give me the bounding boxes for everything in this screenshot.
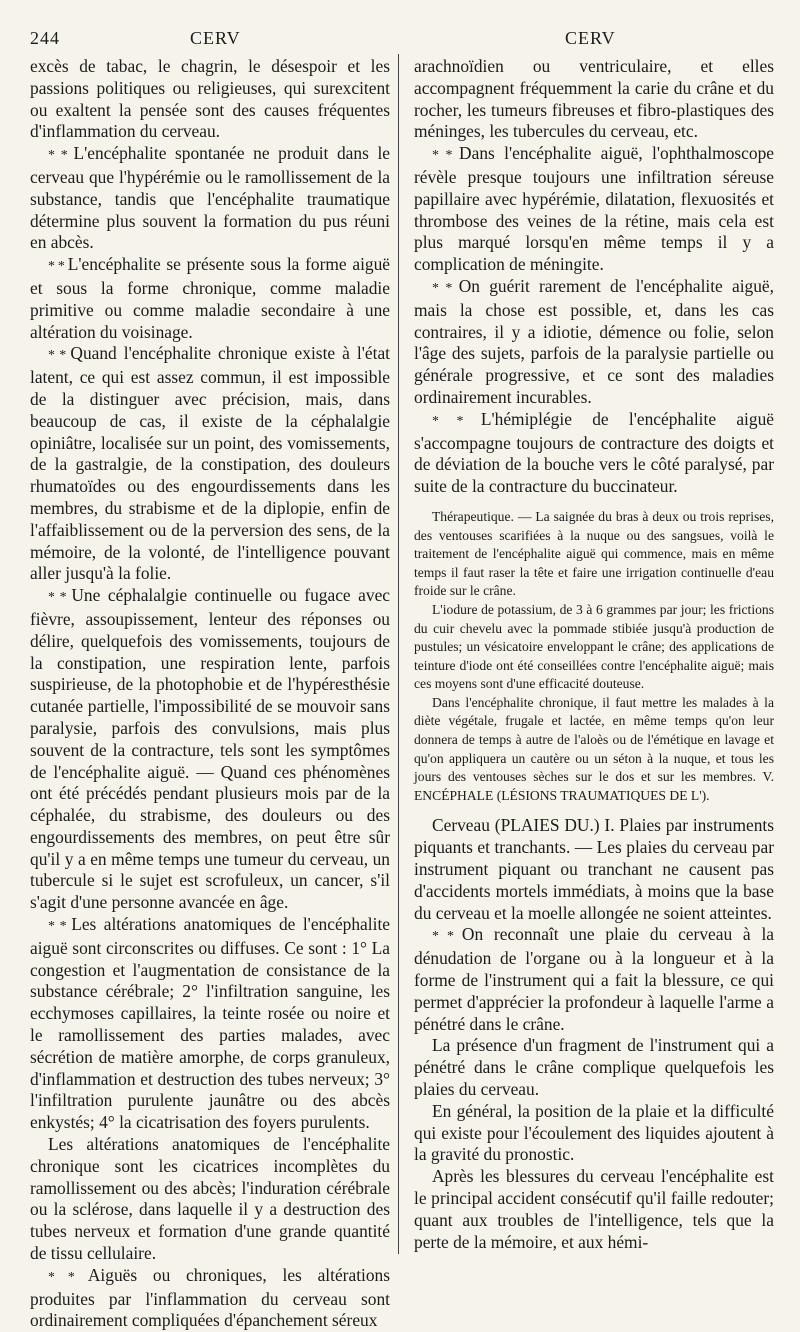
paragraph: Après les blessures du cerveau l'encéphalite est le principal accident consécutif qu'il faille redouter; quant aux troubles de l'intelligence, tels que la perte de la mémoire, et aux hémi-	[414, 1166, 774, 1252]
page-number: 244	[30, 28, 60, 48]
paragraph: En général, la position de la plaie et la difficulté qui existe pour l'écoulement des liquides ajoutent à la gravité du pronostic.	[414, 1100, 774, 1165]
section-spacer	[414, 805, 774, 815]
column-divider	[398, 54, 399, 1254]
paragraph: Les altérations anatomiques de l'encéphalite chronique sont les cicatrices incomplètes du ramollissement ou des abcès; l'induration cérébrale ou la sclérose, dans laquelle il y a destruction des tubes nerveux et formation d'une grande quantité de tissu cellulaire.	[30, 1134, 390, 1264]
paragraph: * * L'encéphalite spontanée ne produit dans le cerveau que l'hypérémie ou le ramollissement de la substance, tandis que l'encéphalite traumatique détermine plus souvent la formation du pus réuni en abcès.	[30, 143, 391, 253]
running-head-right: CERV	[565, 28, 616, 48]
paragraph: * * L'encéphalite se présente sous la forme aiguë et sous la forme chronique, comme maladie primitive ou comme maladie secondaire à une altération du voisinage.	[30, 254, 391, 342]
paragraph: * * On reconnaît une plaie du cerveau à la dénudation de l'organe ou à la longueur et à la forme de l'instrument qui a fait la blessure, ce qui permet d'apprécier la profondeur à laquelle l'arme a pénétré dans le crâne.	[414, 924, 774, 1034]
paragraph: La présence d'un fragment de l'instrument qui a pénétré dans le crâne complique quelquefois les plaies du cerveau.	[414, 1035, 774, 1099]
section-spacer	[414, 498, 774, 508]
therapy-paragraph: Thérapeutique. — La saignée du bras à deux ou trois reprises, des ventouses scarifiées à la nuque ou des sangsues, voilà le traitement de l'encéphalite aiguë qui commence, mais en même temps il faut raser la tête et faire une irrigation continuelle d'eau froide sur le crâne.	[414, 508, 774, 599]
therapy-paragraph: L'iodure de potassium, de 3 à 6 grammes par jour; les frictions du cuir chevelu avec la pommade stibiée jusqu'à production de pustules; un vésicatoire enveloppant le crâne; des applications de teinture d'iode ont été conseillées contre l'encéphalite aiguë; mais ces moyens sont d'une efficacité douteuse.	[414, 601, 774, 692]
right-column	[414, 56, 774, 1251]
running-header	[30, 28, 780, 56]
entry-heading-paragraph: Cerveau (PLAIES DU.) I. Plaies par instruments piquants et tranchants. — Les plaies du cerveau par instrument piquant ou tranchant ne causent pas d'accidents mortels immédiats, à moins que la base du cerveau et la moelle allongée ne soient atteintes.	[414, 815, 774, 923]
left-column	[30, 56, 391, 1331]
paragraph: * * L'hémiplégie de l'encéphalite aiguë s'accompagne toujours de contracture des doigts et de déviation de la bouche vers le côté paralysé, par suite de la contracture du buccinateur.	[414, 408, 774, 497]
paragraph: excès de tabac, le chagrin, le désespoir et les passions politiques ou religieuses, qui surexcitent ou exaltent la pensée sont des causes fréquentes d'inflammation du cerveau.	[30, 56, 390, 142]
running-head-left: CERV	[190, 28, 241, 48]
paragraph: * * Aiguës ou chroniques, les altérations produites par l'inflammation du cerveau sont ordinairement compliquées d'épanchement séreux	[30, 1264, 391, 1331]
paragraph: * * Dans l'encéphalite aiguë, l'ophthalmoscope révèle presque toujours une infiltration séreuse papillaire avec hypérémie, dilatation, flexuosités et thrombose des veines de la rétine, mais cela est plus marqué lorsqu'en même temps il y a complication de méningite.	[414, 143, 774, 275]
paragraph: * * On guérit rarement de l'encéphalite aiguë, mais la chose est possible, et, dans les cas contraires, il y a idiotie, démence ou folie, selon l'âge des sujets, parfois de la paralysie partielle ou générale progressive, et ce sont des maladies ordinairement incurables.	[414, 275, 775, 407]
paragraph: * * Quand l'encéphalite chronique existe à l'état latent, ce qui est assez commun, il est impossible de la distinguer avec précision, mais, dans beaucoup de cas, il existe de la céphalalgie opiniâtre, localisée sur un point, des vomissements, de la gastralgie, de la constipation, des douleurs rhumatoïdes ou des engourdissements dans les membres, du strabisme et de la diplopie, enfin de l'affaiblissement ou de la perversion des sens, de la mémoire, de la volonté, de l'intelligence pouvant aller jusqu'à la folie.	[30, 343, 390, 584]
paragraph: arachnoïdien ou ventriculaire, et elles accompagnent fréquemment la carie du crâne et du rocher, les tumeurs fibreuses et fibro-plastiques des méninges, les tubercules du cerveau, etc.	[414, 56, 774, 142]
paragraph: * * Une céphalalgie continuelle ou fugace avec fièvre, assoupissement, lenteur des réponses ou délire, quelquefois des vomissements, toujours de la constipation, une respiration lente, parfois suspirieuse, de la photophobie et de l'hypéresthésie cutanée partielle, l'impossibilité de se mouvoir sans paralysie, parfois des convulsions, mais plus souvent de la contracture, tels sont les symptômes de l'encéphalite aiguë. — Quand ces phénomènes ont été précédés pendant plusieurs mois par de la céphalée, du strabisme, des douleurs ou des engourdissements des membres, on peut être sûr qu'il y a en même temps une tumeur du cerveau, un tubercule si le sujet est scrofuleux, un cancer, s'il s'agit d'une personne avancée en âge.	[30, 585, 391, 913]
paragraph: * * Les altérations anatomiques de l'encéphalite aiguë sont circonscrites ou diffuses. Ce sont : 1° La congestion et l'augmentation de consistance de la substance cérébrale; 2° l'infiltration sanguine, les ecchymoses capillaires, la teinte rosée ou noire et le ramollissement des parties malades, avec sécrétion de matière amorphe, de corps granuleux, d'inflammation et destruction des tubes nerveux; 3° l'infiltration purulente jaunâtre ou des abcès enkystés; 4° la cicatrisation des foyers purulents.	[30, 914, 390, 1133]
therapy-paragraph: Dans l'encéphalite chronique, il faut mettre les malades à la diète végétale, frugale et lactée, en même temps qu'on leur donnera de temps à autre de l'aloès ou de l'émétique en lavage et qu'on appliquera un cautère ou un séton à la nuque, et tous les jours des ventouses sèches sur le dos et sur les membres. V. ENCÉPHALE (LÉSIONS TRAUMATIQUES DE L').	[414, 694, 774, 803]
